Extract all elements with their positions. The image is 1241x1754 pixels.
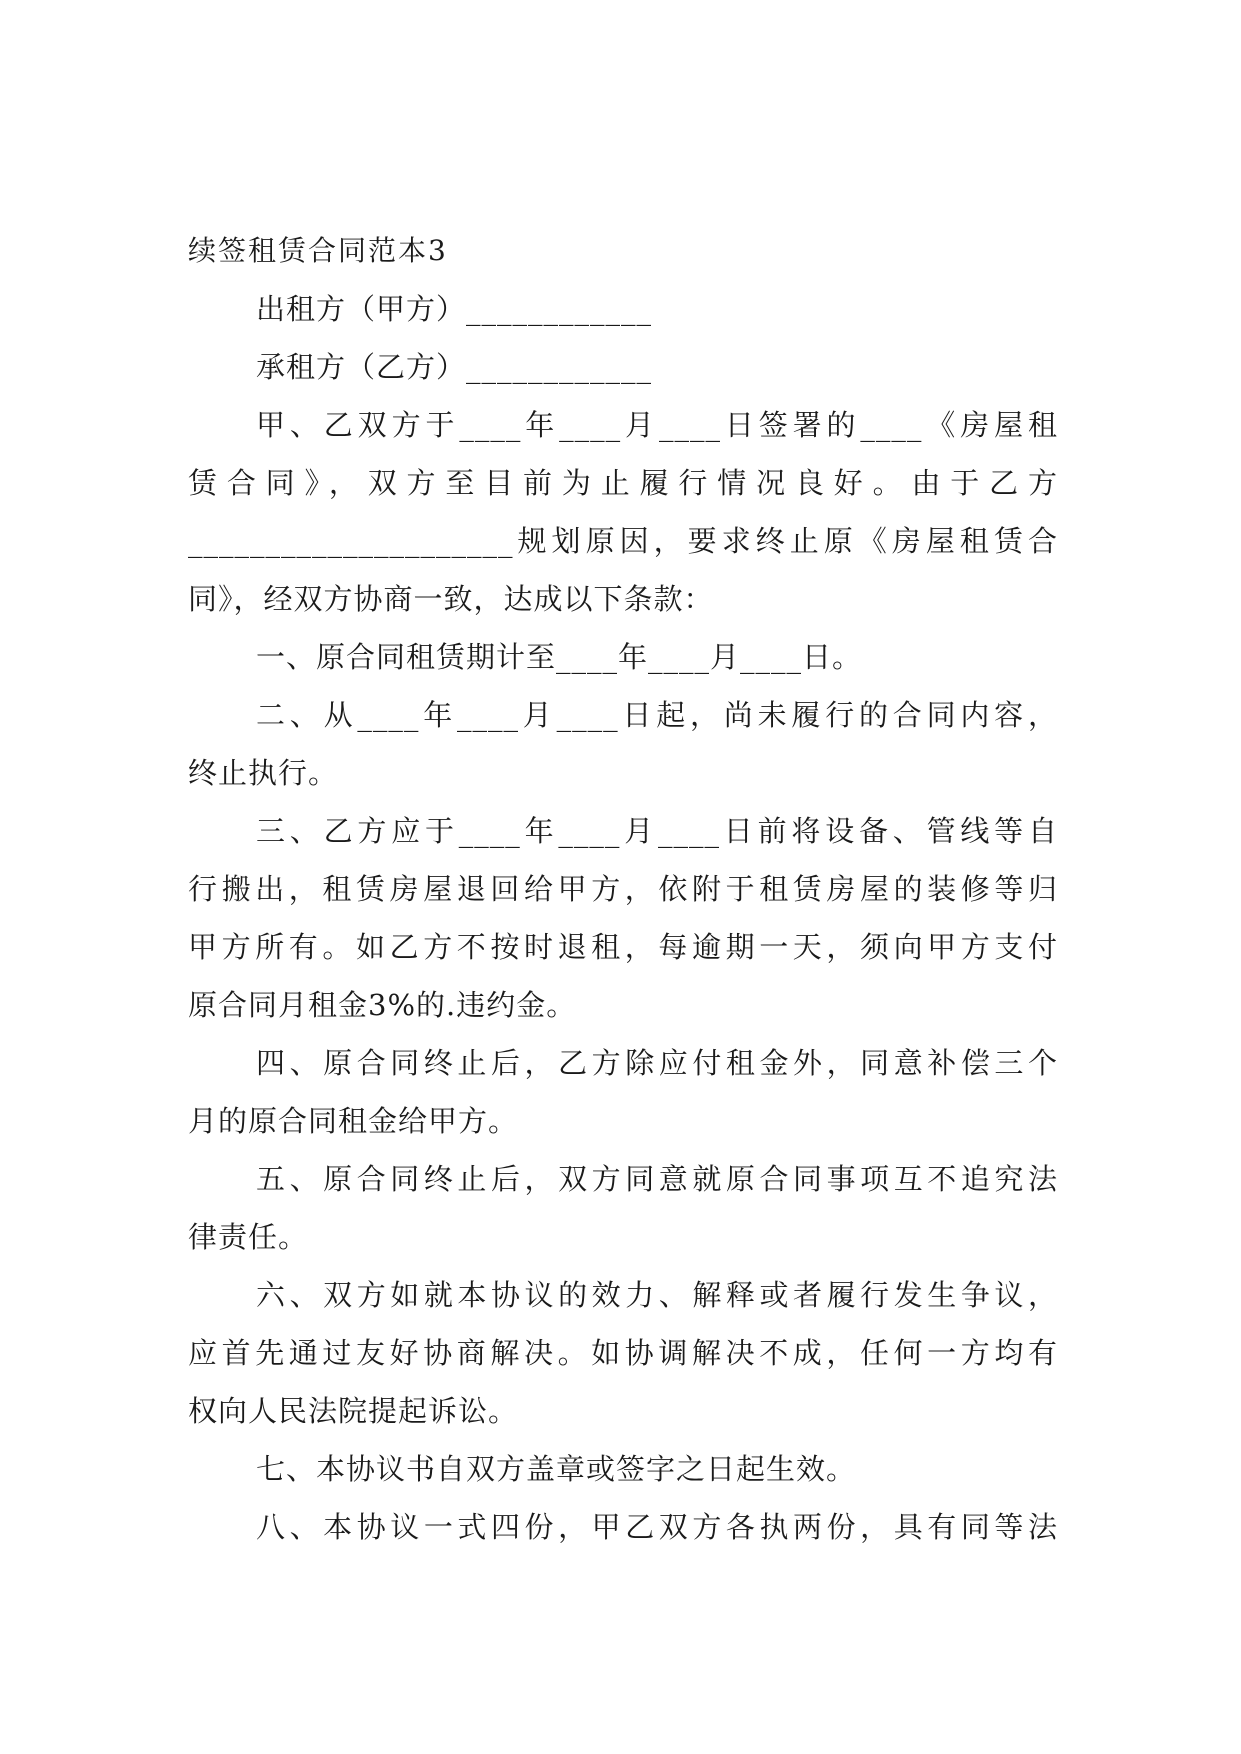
lessee-line: 承租方（乙方）____________: [256, 350, 653, 384]
paragraph-line: 赁合同》，双方至目前为止履行情况良好。由于乙方: [188, 466, 1058, 500]
clause-6: 六、双方如就本协议的效力、解释或者履行发生争议，: [256, 1278, 1058, 1312]
clause-3-cont: 原合同月租金3%的.违约金。: [188, 988, 577, 1022]
paragraph-line: 甲、乙双方于____年____月____日签署的____《房屋租: [256, 408, 1058, 442]
clause-3-cont: 行搬出，租赁房屋退回给甲方，依附于租赁房屋的装修等归: [188, 872, 1058, 906]
clause-3: 三、乙方应于____年____月____日前将设备、管线等自: [256, 814, 1058, 848]
paragraph-line: 同》，经双方协商一致，达成以下条款：: [188, 582, 714, 616]
lessor-line: 出租方（甲方）____________: [256, 292, 653, 326]
clause-5: 五、原合同终止后，双方同意就原合同事项互不追究法: [256, 1162, 1058, 1196]
clause-8: 八、本协议一式四份，甲乙双方各执两份，具有同等法: [256, 1510, 1058, 1544]
clause-1: 一、原合同租赁期计至____年____月____日。: [256, 640, 863, 674]
document-body: [188, 222, 1058, 1556]
clause-6-cont: 权向人民法院提起诉讼。: [188, 1394, 519, 1428]
clause-4-cont: 月的原合同租金给甲方。: [188, 1104, 519, 1138]
clause-2: 二、从____年____月____日起，尚未履行的合同内容，: [256, 698, 1058, 732]
clause-3-cont: 甲方所有。如乙方不按时退租，每逾期一天，须向甲方支付: [188, 930, 1058, 964]
document-title: 续签租赁合同范本3: [188, 234, 448, 267]
clause-4: 四、原合同终止后，乙方除应付租金外，同意补偿三个: [256, 1046, 1058, 1080]
paragraph-line: _____________________规划原因，要求终止原《房屋租赁合: [188, 524, 1058, 558]
clause-7: 七、本协议书自双方盖章或签字之日起生效。: [256, 1452, 857, 1486]
clause-6-cont: 应首先通过友好协商解决。如协调解决不成，任何一方均有: [188, 1336, 1058, 1370]
clause-2-cont: 终止执行。: [188, 756, 339, 790]
clause-5-cont: 律责任。: [188, 1220, 309, 1254]
